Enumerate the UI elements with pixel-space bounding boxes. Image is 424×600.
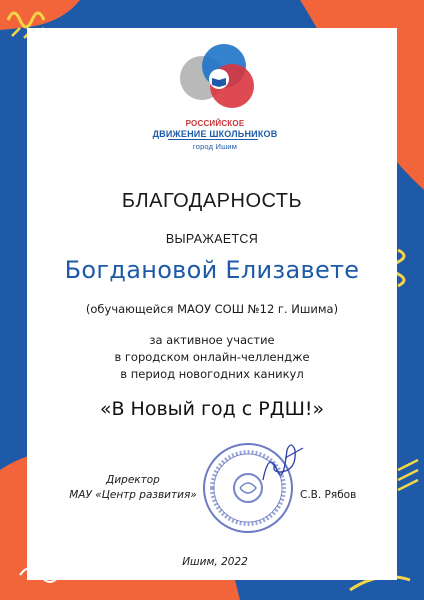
signer-name: С.В. Рябов <box>300 489 357 501</box>
signer-organization: МАУ «Центр развития» <box>69 489 197 501</box>
event-name: «В Новый год с РДШ!» <box>99 398 325 420</box>
reason-line: в городском онлайн-челлендже <box>114 350 310 364</box>
recipient-name: Богдановой Елизавете <box>64 256 360 284</box>
org-name-line1: РОССИЙСКОЕ <box>185 119 245 128</box>
place-date: Ишим, 2022 <box>182 556 248 568</box>
expresses-label: ВЫРАЖАЕТСЯ <box>165 232 259 246</box>
reason-line: в период новогодних каникул <box>120 367 304 381</box>
org-name-line2: ДВИЖЕНИЕ ШКОЛЬНИКОВ <box>152 129 278 139</box>
org-city: город Ишим <box>192 142 238 151</box>
recipient-school: (обучающейся МАОУ СОШ №12 г. Ишима) <box>85 302 339 316</box>
reason-line: за активное участие <box>149 333 275 347</box>
org-divider <box>168 139 258 140</box>
certificate-title: БЛАГОДАРНОСТЬ <box>121 190 303 212</box>
rdsh-logo <box>174 44 264 116</box>
signer-position: Директор <box>106 474 160 486</box>
